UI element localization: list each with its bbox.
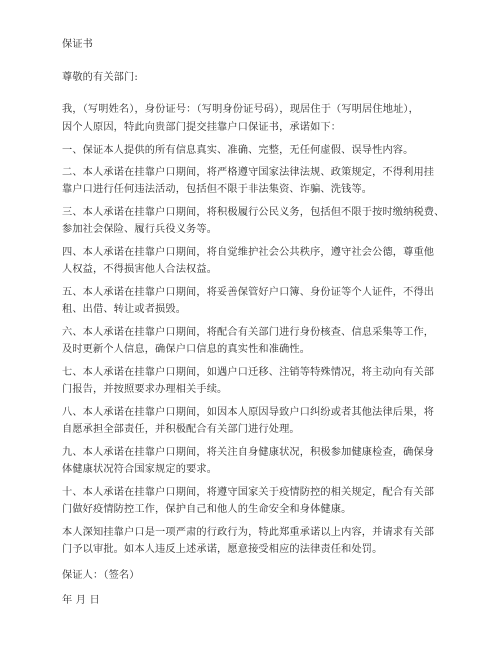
intro-line-1: 我，（写明姓名），身份证号：（写明身份证号码），现居住于（写明居住地址）， [62,104,419,115]
clause-8-line-2: 自愿承担全部责任，并积极配合有关部门进行处理。 [62,424,300,435]
clause-2-line-2: 靠户口进行任何违法活动，包括但不限于非法集资、诈骗、洗钱等。 [62,184,373,195]
clause-3-line-1: 三、本人承诺在挂靠户口期间，将积极履行公民义务，包括但不限于按时缴纳税费、 [62,207,445,218]
closing-line-1: 本人深知挂靠户口是一项严肃的行政行为，特此郑重承诺以上内容，并请求有关部 [62,527,435,538]
closing-line-2: 门予以审批。如本人违反上述承诺，愿意接受相应的法律责任和处罚。 [62,544,383,555]
clause-1-line-1: 一、保证本人提供的所有信息真实、准确、完整，无任何虚假、误导性内容。 [62,145,414,156]
clause-10-line-1: 十、本人承诺在挂靠户口期间，将遵守国家关于疫情防控的相关规定，配合有关部 [62,487,435,498]
clause-5-line-1: 五、本人承诺在挂靠户口期间，将妥善保管好户口簿、身份证等个人证件，不得出 [62,287,435,298]
clause-7-line-1: 七、本人承诺在挂靠户口期间，如遇户口迁移、注销等特殊情况，将主动向有关部 [62,367,435,378]
clause-10-line-2: 门做好疫情防控工作，保护自己和他人的生命安全和身体健康。 [62,504,352,515]
guarantor-signature: 保证人：（签名） [62,570,140,581]
salutation: 尊敬的有关部门: [62,72,138,83]
intro-line-2: 因个人原因，特此向贵部门提交挂靠户口保证书，承诺如下： [62,122,342,133]
clause-6-line-2: 及时更新个人信息，确保户口信息的真实性和准确性。 [62,344,311,355]
clause-2-line-1: 二、本人承诺在挂靠户口期间，将严格遵守国家法律法规、政策规定，不得利用挂 [62,167,435,178]
clause-9-line-1: 九、本人承诺在挂靠户口期间，将关注自身健康状况，积极参加健康检查，确保身 [62,447,435,458]
date-line: 年 月 日 [62,595,100,606]
clause-4-line-1: 四、本人承诺在挂靠户口期间，将自觉维护社会公共秩序，遵守社会公德，尊重他 [62,247,435,258]
clause-7-line-2: 门报告，并按照要求办理相关手续。 [62,384,228,395]
clause-5-line-2: 租、出借、转让或者损毁。 [62,304,187,315]
document-title: 保证书 [62,39,94,50]
clause-8-line-1: 八、本人承诺在挂靠户口期间，如因本人原因导致户口纠纷或者其他法律后果，将 [62,407,435,418]
clause-4-line-2: 人权益，不得损害他人合法权益。 [62,264,218,275]
clause-9-line-2: 体健康状况符合国家规定的要求。 [62,464,218,475]
clause-3-line-2: 参加社会保险、履行兵役义务等。 [62,224,218,235]
clause-6-line-1: 六、本人承诺在挂靠户口期间，将配合有关部门进行身份核查、信息采集等工作， [62,327,435,338]
